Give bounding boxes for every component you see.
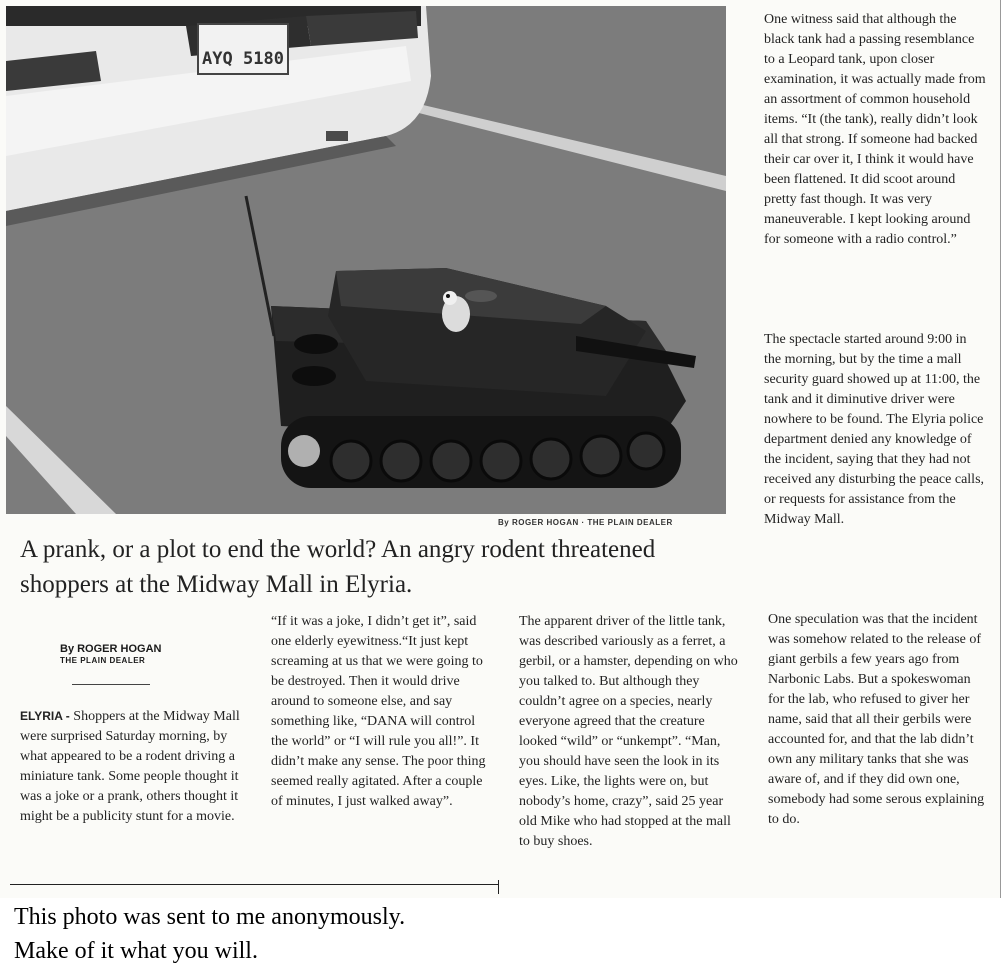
right-column-para-3: One speculation was that the incident was somehow related to the release of giant gerbils a few years ago from Narbonic Labs. But a spokeswoman for the lab, who refused to giver her name, said that all their gerbils were accounted for, and that the lab didn’t own any military tanks that she was aware of, and if they did own one, somebody had some serous explaining to do. [768, 612, 985, 827]
bottom-rule [10, 884, 498, 885]
caption [14, 900, 405, 968]
right-column-para-1: One witness said that although the black tank had a passing resemblance to a Leopard tank, upon closer examination, it was actually made from an assortment of common household items. “It (the tank), really didn’t look all that strong. If someone had backed their car over it, I think it would have been flattened. It did scoot around pretty fast though. It was very maneuverable. I kept looking around for someone with a radio control.” [764, 12, 986, 247]
article-column-1 [20, 706, 242, 827]
headline: A prank, or a plot to end the world? An angry rodent threatened shoppers at the Midway Mall in Elyria. [20, 536, 656, 598]
photo-credit: By ROGER HOGAN · THE PLAIN DEALER [498, 518, 673, 527]
byline-org: THE PLAIN DEALER [60, 656, 146, 665]
right-column-para-2: The spectacle started around 9:00 in the morning, but by the time a mall security guard showed up at 11:00, the tank and it diminutive driver were nowhere to be found. The Elyria police department denied any knowledge of the incident, saying that they had not received any disturbing the peace calls, or requests for assistance from the Midway Mall. [764, 332, 985, 527]
column-1-text: Shoppers at the Midway Mall were surprised Saturday morning, by what appeared to be a rodent driving a miniature tank. Some people thought it was a joke or a prank, others thought it might be a publicity stunt for a movie. [20, 709, 240, 824]
tank-photo [6, 6, 726, 514]
bottom-rule-tick [498, 880, 499, 894]
caption-line-1: This photo was sent to me anonymously. [14, 904, 406, 930]
caption-line-2: Make of it what you will. [14, 938, 258, 964]
tank-photo-illustration [6, 6, 726, 514]
license-plate-text: AYQ 5180 [202, 49, 284, 69]
byline [60, 642, 161, 666]
article-column-2: “If it was a joke, I didn’t get it”, said one elderly eyewitness.“It just kept screaming at us that we were going to be destroyed. Then it would drive around to someone else, and say something like, “DANA will control the world” or “I will rule you all!”. It didn’t make any sense. The poor thing seemed really agitated. After a couple of minutes, I just walked away”. [271, 614, 486, 809]
article-column-3: The apparent driver of the little tank, was described variously as a ferret, a gerbil, or a hamster, depending on who you talked to. But although they couldn’t agree on a species, nearly everyone agreed that the creature looked “wild” or “unkempt”. “Man, you should have seen the look in its eyes. Like, the lights were on, but nobody’s home, crazy”, said 25 year old Mike who had stopped at the mall to buy shoes. [519, 614, 738, 849]
byline-name: By ROGER HOGAN [60, 643, 162, 655]
byline-divider [72, 684, 150, 685]
dateline: ELYRIA - [20, 709, 70, 723]
